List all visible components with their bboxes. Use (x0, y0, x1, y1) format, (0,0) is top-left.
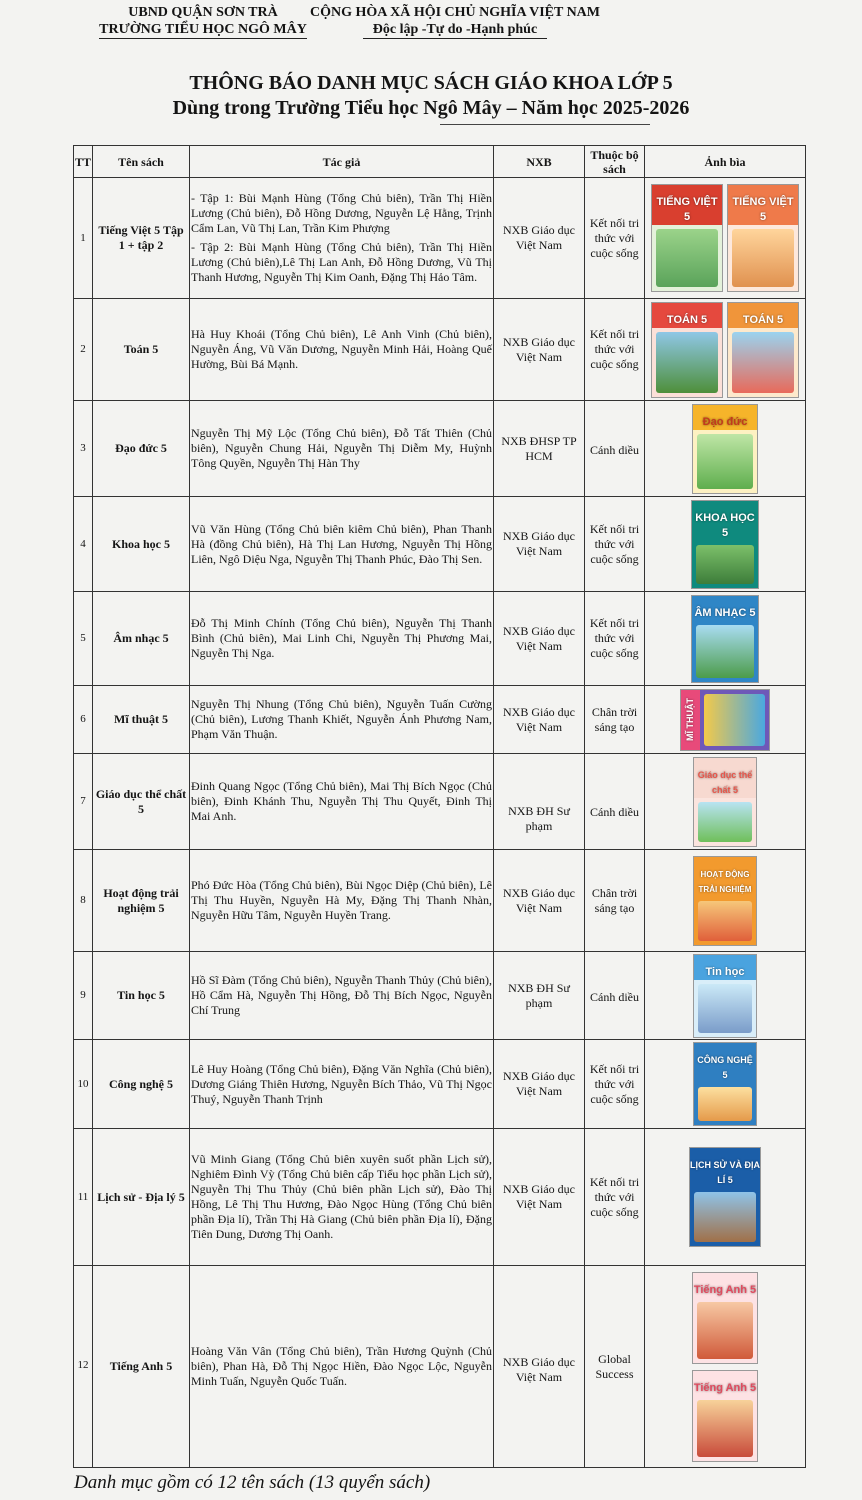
col-header-series: Thuộc bộ sách (585, 146, 645, 178)
cover-cell (645, 299, 806, 401)
book-cover-image: LỊCH SỬ VÀ ĐỊA LÍ 5 (689, 1147, 761, 1247)
book-authors: Hồ Sĩ Đàm (Tổng Chủ biên), Nguyễn Thanh Thủy (Chủ biên), Hồ Cẩm Hà, Nguyễn Thị Hồng, Đỗ Thị Bích Ngọc, Nguyễn Chí Trung (190, 952, 494, 1040)
book-title: Tiếng Việt 5 Tập 1 + tập 2 (93, 178, 190, 299)
book-title: Toán 5 (93, 299, 190, 401)
row-number: 2 (74, 299, 93, 401)
book-cover-image: CÔNG NGHỆ 5 (693, 1042, 757, 1126)
cover-cell (645, 1266, 806, 1468)
book-publisher: NXB Giáo dục Việt Nam (494, 592, 585, 686)
book-publisher: NXB ĐHSP TP HCM (494, 401, 585, 497)
row-number: 4 (74, 497, 93, 592)
book-publisher: NXB Giáo dục Việt Nam (494, 1129, 585, 1266)
cover-cell (645, 952, 806, 1040)
book-cover-image: TIẾNG VIỆT 5 (651, 184, 723, 292)
row-number: 8 (74, 850, 93, 952)
subtitle-underline (440, 124, 650, 125)
cover-cell (645, 1129, 806, 1266)
book-publisher: NXB Giáo dục Việt Nam (494, 1040, 585, 1129)
table-row (74, 497, 806, 592)
book-authors: Nguyễn Thị Nhung (Tổng Chủ biên), Nguyễn Tuấn Cường (Chủ biên), Lương Thanh Khiết, Nguyễn Ánh Phương Nam, Phạm Văn Thuận. (190, 686, 494, 754)
cover-cell (645, 686, 806, 754)
book-list-table (73, 145, 806, 1468)
book-series: Kết nối tri thức với cuộc sống (585, 497, 645, 592)
table-row (74, 850, 806, 952)
book-cover-image: TOÁN 5 (727, 302, 799, 398)
table-row (74, 178, 806, 299)
national-title: CỘNG HÒA XÃ HỘI CHỦ NGHĨA VIỆT NAM (309, 5, 600, 20)
cover-cell (645, 178, 806, 299)
book-series: Kết nối tri thức với cuộc sống (585, 1040, 645, 1129)
book-series: Kết nối tri thức với cuộc sống (585, 178, 645, 299)
book-cover-image: Tiếng Anh 5 (692, 1370, 758, 1462)
book-publisher: NXB Giáo dục Việt Nam (494, 299, 585, 401)
book-title: Tiếng Anh 5 (93, 1266, 190, 1468)
book-series: Chân trời sáng tạo (585, 850, 645, 952)
book-series: Cánh diều (585, 401, 645, 497)
authors-volume-1: - Tập 1: Bùi Mạnh Hùng (Tổng Chủ biên), Trần Thị Hiền Lương (Chủ biên), Đỗ Hồng Dương, Nguyễn Lệ Hằng, Trịnh Cẩm Lan, Vũ Thị Lan, Trần Kim Phượng (191, 191, 492, 235)
table-row (74, 952, 806, 1040)
book-cover-image: MĨ THUẬT (680, 689, 770, 751)
book-cover-image: KHOA HỌC 5 (691, 500, 759, 589)
book-title: Tin học 5 (93, 952, 190, 1040)
book-authors: Vũ Minh Giang (Tổng Chủ biên xuyên suốt phần Lịch sử), Nghiêm Đình Vỳ (Tổng Chủ biên cấp Tiểu học phần Lịch sử), Nguyễn Thị Thu Thủy (Chủ biên phần Lịch sử), Đào Thị Hồng, Lê Thị Thu Hương, Đào Ngọc Hùng (Tổng Chủ biên phần Địa lí), Trần Thị Hà Giang (Chủ biên phần Địa lí), Đặng Tiên Dung, Dương Thị Oanh. (190, 1129, 494, 1266)
agency-header (78, 4, 328, 39)
table-row (74, 1266, 806, 1468)
document-footer-note: Danh mục gồm có 12 tên sách (13 quyển sách) (74, 1472, 431, 1493)
book-authors: Đinh Quang Ngọc (Tổng Chủ biên), Mai Thị Bích Ngọc (Chủ biên), Đinh Khánh Thu, Nguyễn Thị Thu Quyết, Đinh Thị Mai Anh. (190, 754, 494, 850)
row-number: 11 (74, 1129, 93, 1266)
row-number: 6 (74, 686, 93, 754)
book-cover-image: Giáo dục thể chất 5 (693, 757, 757, 847)
col-header-cover: Ảnh bìa (645, 146, 806, 178)
row-number: 10 (74, 1040, 93, 1129)
col-header-authors: Tác giả (190, 146, 494, 178)
cover-cell (645, 1040, 806, 1129)
book-title: Giáo dục thể chất 5 (93, 754, 190, 850)
book-series: Cánh diều (585, 754, 645, 850)
national-motto: Độc lập -Tự do -Hạnh phúc (363, 21, 547, 39)
book-series: Chân trời sáng tạo (585, 686, 645, 754)
book-cover-image: ÂM NHẠC 5 (691, 595, 759, 683)
book-publisher: NXB Giáo dục Việt Nam (494, 686, 585, 754)
book-authors: Nguyễn Thị Mỹ Lộc (Tổng Chủ biên), Đỗ Tất Thiên (Chủ biên), Nguyễn Chung Hải, Nguyễn Thị Diễm My, Huỳnh Tông Quyền, Nguyễn Thị Hàn Thy (190, 401, 494, 497)
table-row (74, 592, 806, 686)
book-publisher: NXB ĐH Sư phạm (494, 754, 585, 850)
cover-cell (645, 592, 806, 686)
book-series: Kết nối tri thức với cuộc sống (585, 299, 645, 401)
book-cover-image: TOÁN 5 (651, 302, 723, 398)
book-authors: Hà Huy Khoái (Tổng Chủ biên), Lê Anh Vinh (Chủ biên), Nguyễn Áng, Vũ Văn Dương, Nguyễn Minh Hải, Hoàng Quế Hường, Bùi Bá Mạnh. (190, 299, 494, 401)
document-subtitle: Dùng trong Trường Tiểu học Ngô Mây – Năm học 2025-2026 (172, 97, 690, 119)
cover-cell (645, 754, 806, 850)
book-publisher: NXB ĐH Sư phạm (494, 952, 585, 1040)
table-row (74, 299, 806, 401)
authors-volume-2: - Tập 2: Bùi Mạnh Hùng (Tổng Chủ biên), Trần Thị Hiền Lương (Chủ biên),Lê Thị Lan Anh, Đỗ Hồng Dương, Vũ Thị Thanh Hương, Nguyễn Thị Kim Oanh, Đặng Thị Hảo Tâm. (191, 240, 492, 284)
book-title: Khoa học 5 (93, 497, 190, 592)
book-cover-image: TIẾNG VIỆT 5 (727, 184, 799, 292)
book-publisher: NXB Giáo dục Việt Nam (494, 178, 585, 299)
table-row (74, 401, 806, 497)
table-row (74, 1040, 806, 1129)
book-authors: Phó Đức Hòa (Tổng Chủ biên), Bùi Ngọc Diệp (Chủ biên), Lê Thị Thu Huyền, Nguyễn Hà My, Đặng Thị Thanh Nhàn, Nguyễn Hữu Tâm, Nguyễn Huyền Trang. (190, 850, 494, 952)
book-title: Lịch sử - Địa lý 5 (93, 1129, 190, 1266)
book-cover-image: Tiếng Anh 5 (692, 1272, 758, 1364)
book-title: Đạo đức 5 (93, 401, 190, 497)
book-authors: Đỗ Thị Minh Chính (Tổng Chủ biên), Nguyễn Thị Thanh Bình (Chủ biên), Mai Linh Chi, Nguyễn Thị Phương Mai, Nguyễn Thị Nga. (190, 592, 494, 686)
row-number: 12 (74, 1266, 93, 1468)
row-number: 5 (74, 592, 93, 686)
row-number: 7 (74, 754, 93, 850)
book-publisher: NXB Giáo dục Việt Nam (494, 850, 585, 952)
cover-cell (645, 497, 806, 592)
national-header (300, 4, 610, 39)
cover-cell (645, 401, 806, 497)
book-cover-image: Đạo đức (692, 404, 758, 494)
row-number: 1 (74, 178, 93, 299)
book-cover-image: HOẠT ĐỘNG TRẢI NGHIỆM (693, 856, 757, 946)
table-row (74, 754, 806, 850)
book-publisher: NXB Giáo dục Việt Nam (494, 497, 585, 592)
book-authors: Lê Huy Hoàng (Tổng Chủ biên), Đặng Văn Nghĩa (Chủ biên), Dương Giáng Thiên Hương, Nguyễn Bích Thảo, Vũ Thị Ngọc Thuý, Nguyễn Thanh Trịnh (190, 1040, 494, 1129)
col-header-publisher: NXB (494, 146, 585, 178)
book-title: Công nghệ 5 (93, 1040, 190, 1129)
row-number: 3 (74, 401, 93, 497)
book-series: Cánh diều (585, 952, 645, 1040)
book-title: Mĩ thuật 5 (93, 686, 190, 754)
book-series: Global Success (585, 1266, 645, 1468)
table-header-row (74, 146, 806, 178)
agency-name: UBND QUẬN SƠN TRÀ (128, 5, 278, 20)
col-header-name: Tên sách (93, 146, 190, 178)
document-title: THÔNG BÁO DANH MỤC SÁCH GIÁO KHOA LỚP 5 (189, 72, 673, 94)
book-publisher: NXB Giáo dục Việt Nam (494, 1266, 585, 1468)
cover-cell (645, 850, 806, 952)
table-row (74, 686, 806, 754)
book-authors (190, 178, 494, 299)
school-name: TRƯỜNG TIỂU HỌC NGÔ MÂY (99, 22, 307, 37)
col-header-tt: TT (74, 146, 93, 178)
book-series: Kết nối tri thức với cuộc sống (585, 592, 645, 686)
book-title: Âm nhạc 5 (93, 592, 190, 686)
book-authors: Vũ Văn Hùng (Tổng Chủ biên kiêm Chủ biên), Phan Thanh Hà (đồng Chủ biên), Hà Thị Lan Hương, Nguyễn Thị Hồng Liên, Ngô Diệu Nga, Nguyễn Thị Thanh Phúc, Đào Thị Sen. (190, 497, 494, 592)
row-number: 9 (74, 952, 93, 1040)
table-row (74, 1129, 806, 1266)
book-cover-image: Tin học (693, 954, 757, 1038)
book-series: Kết nối tri thức với cuộc sống (585, 1129, 645, 1266)
book-title: Hoạt động trải nghiệm 5 (93, 850, 190, 952)
book-authors: Hoàng Văn Vân (Tổng Chủ biên), Trần Hương Quỳnh (Chủ biên), Phan Hà, Đỗ Thị Ngọc Hiền, Đào Ngọc Lộc, Nguyễn Minh Tuấn, Nguyễn Quốc Tuấn. (190, 1266, 494, 1468)
